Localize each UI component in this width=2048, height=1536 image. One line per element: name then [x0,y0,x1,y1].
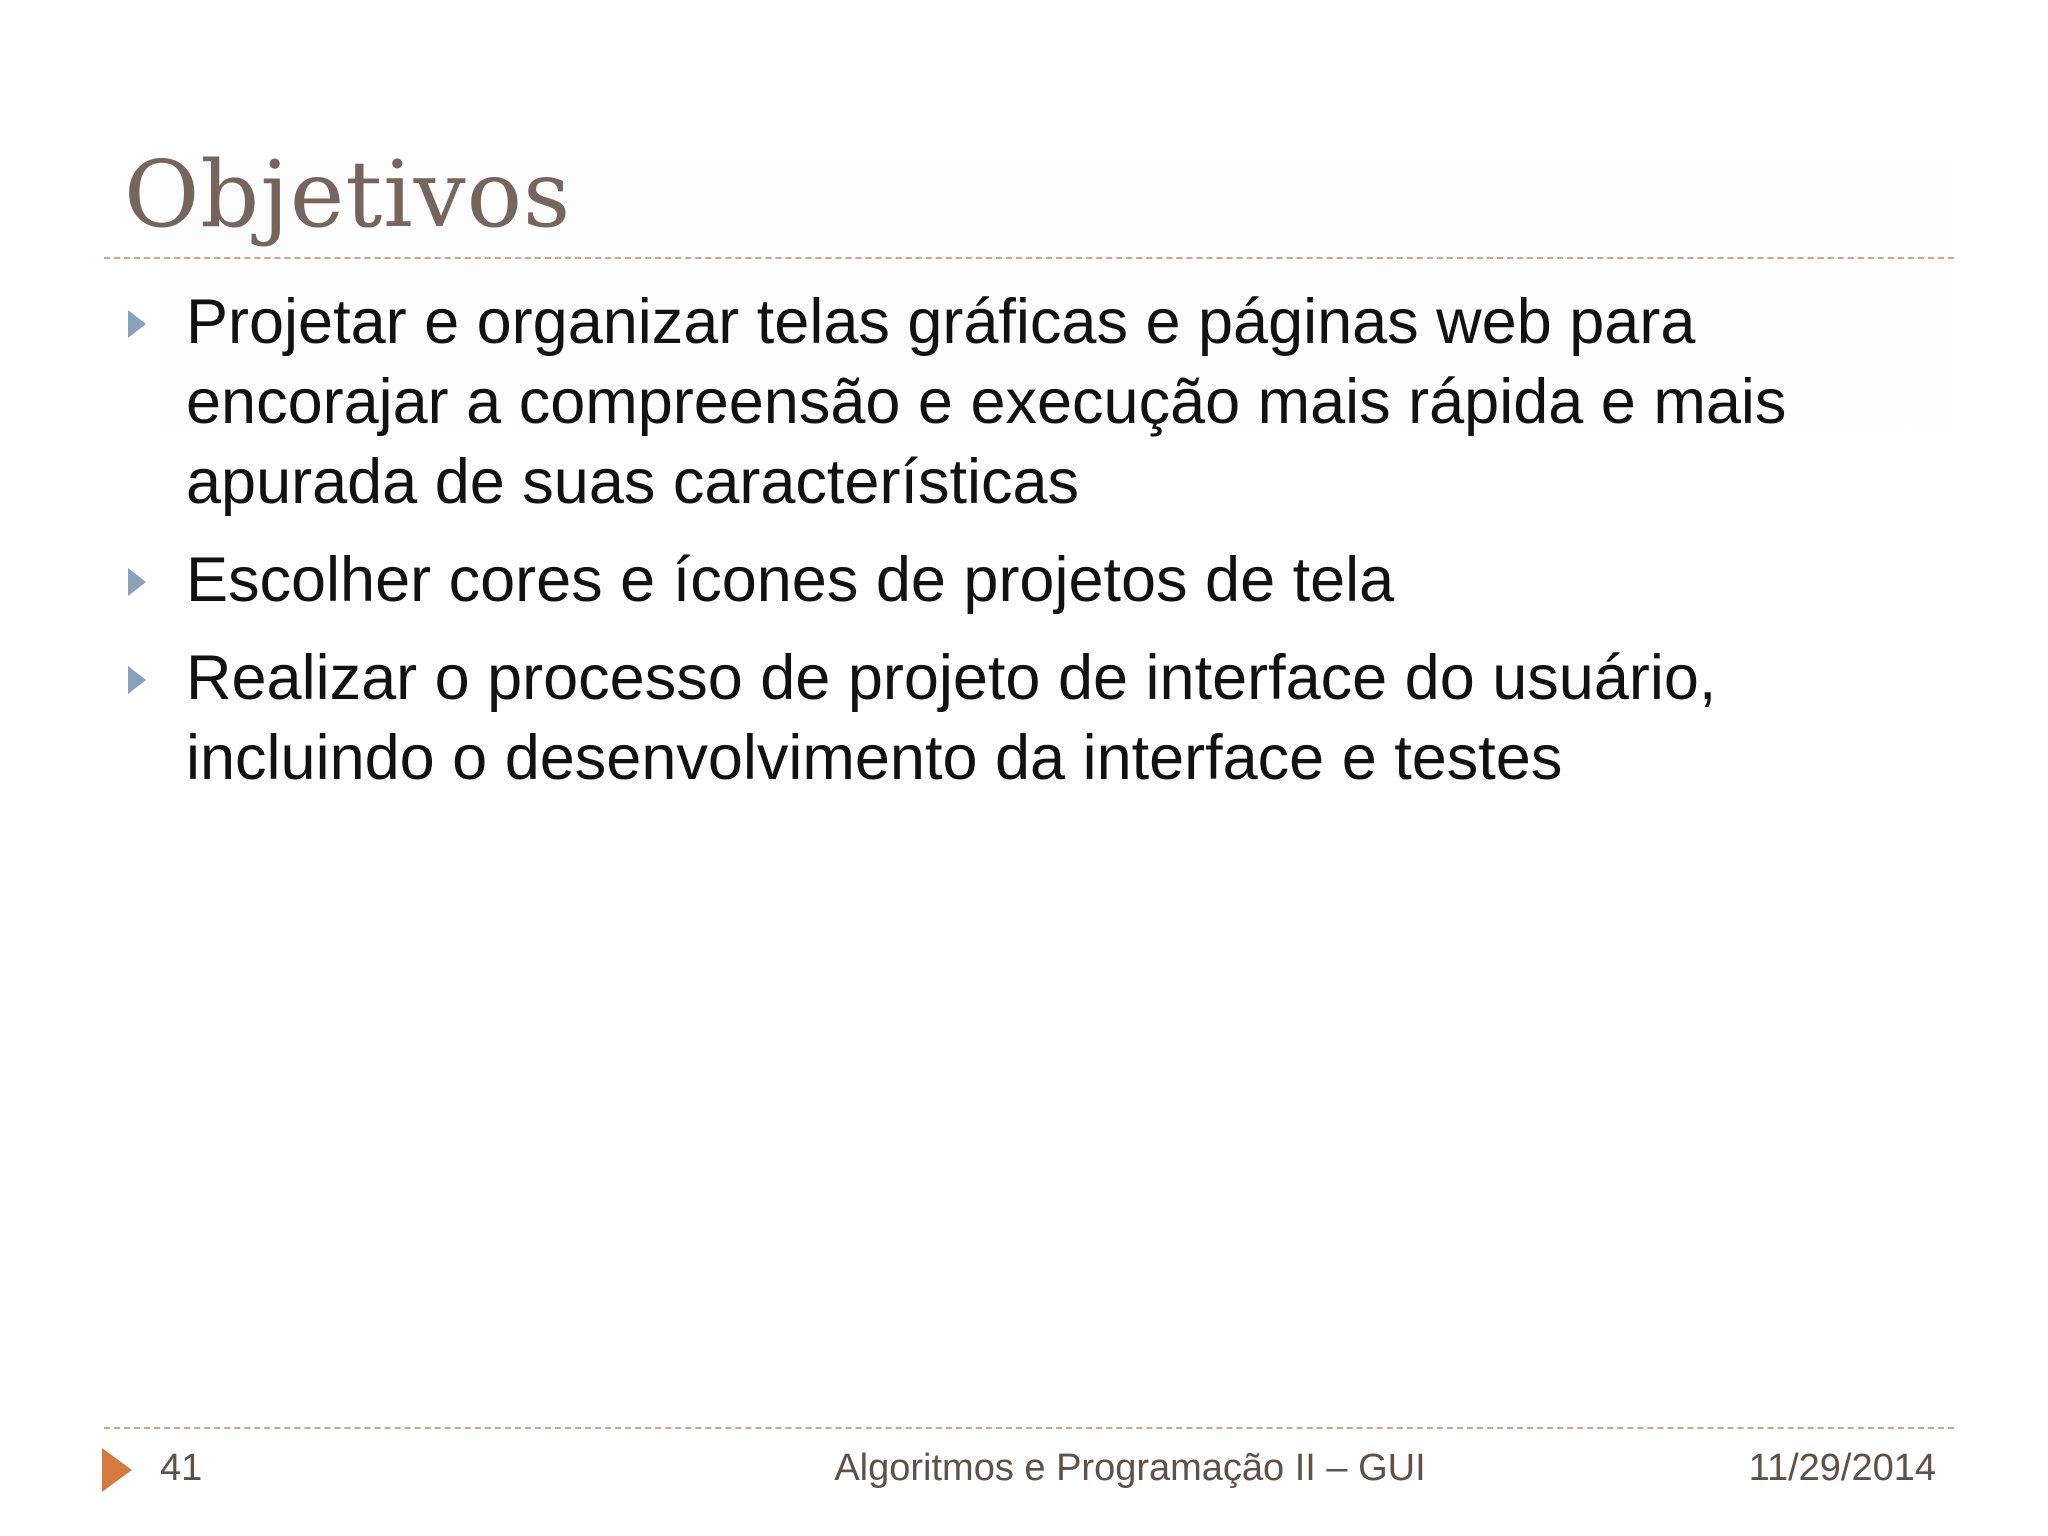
title-divider [104,257,1954,259]
bullet-item [120,540,1920,620]
footer-divider [104,1427,1954,1429]
bullet-triangle-icon [128,310,146,338]
bullet-text: Realizar o processo de projeto de interface do usuário, incluindo o desenvolvimento da interface e testes [186,643,1717,793]
bullet-list [120,282,1920,816]
page-number: 41 [160,1447,203,1489]
bullet-triangle-icon [128,568,146,596]
bullet-item [120,638,1920,798]
bullet-text: Escolher cores e ícones de projetos de tela [186,545,1395,615]
footer-triangle-icon [102,1448,132,1492]
bullet-item [120,282,1920,522]
footer-date: 11/29/2014 [1748,1447,1936,1489]
bullet-triangle-icon [128,666,146,694]
slide-title: Objetivos [124,141,572,248]
footer-course-title: Algoritmos e Programação II – GUI [834,1447,1426,1489]
slide-footer [0,1430,2048,1500]
bullet-text: Projetar e organizar telas gráficas e páginas web para encorajar a compreensão e execução mais rápida e mais apurada de suas características [186,287,1787,517]
